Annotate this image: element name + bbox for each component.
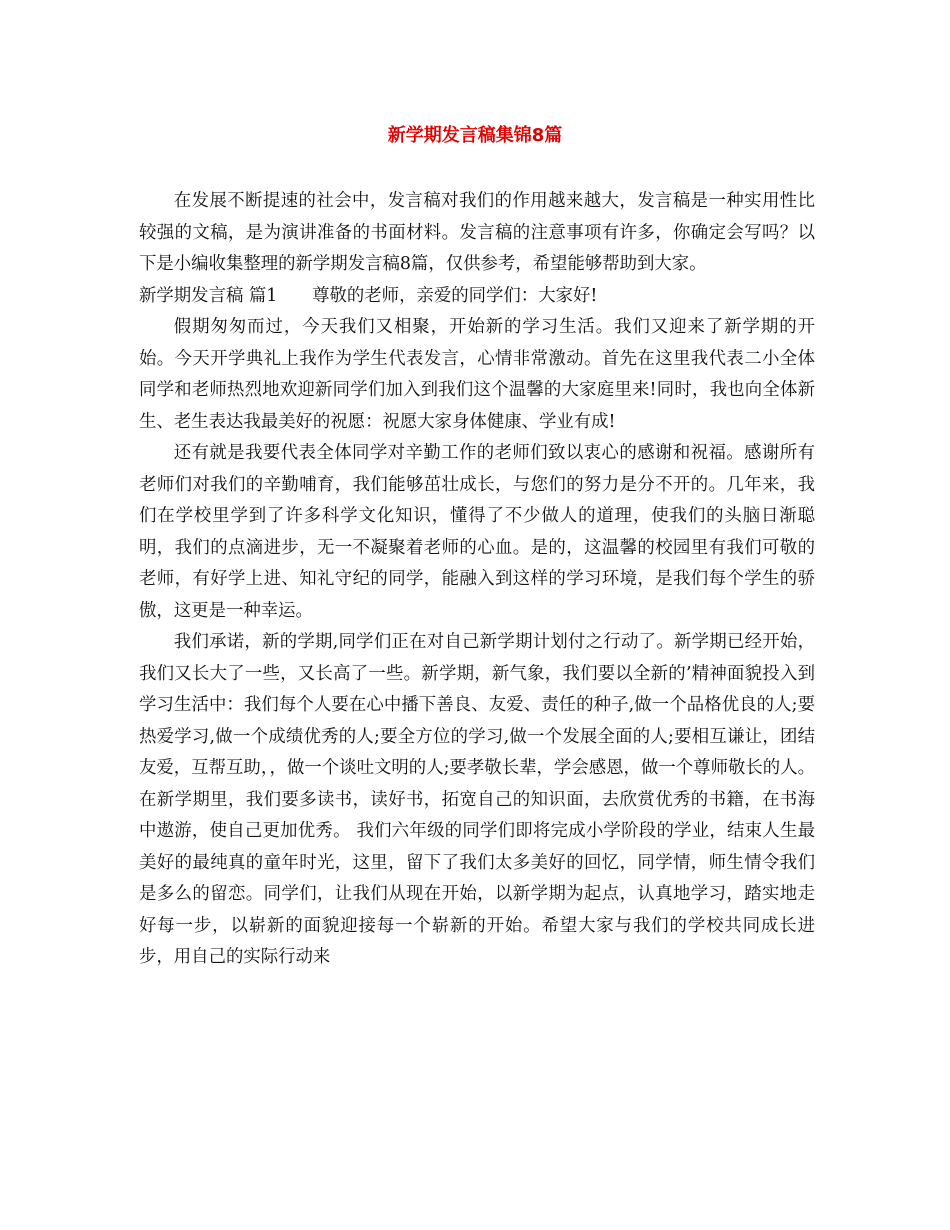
body-paragraph: 假期匆匆而过，今天我们又相聚，开始新的学习生活。我们又迎来了新学期的开始。今天开学典礼上我作为学生代表发言，心情非常激动。首先在这里我代表二小全体同学和老师热烈地欢迎新同学们加入到我们这个温馨的大家庭里来!同时，我也向全体新生、老生表达我最美好的祝愿：祝愿大家身体健康、学业有成! xyxy=(139,317,815,432)
document-body xyxy=(139,186,815,974)
body-paragraph: 还有就是我要代表全体同学对辛勤工作的老师们致以衷心的感谢和祝福。感谢所有老师们对我们的辛勤哺育，我们能够茁壮成长，与您们的努力是分不开的。几年来，我们在学校里学到了许多科学文化知识，懂得了不少做人的道理，使我们的头脑日渐聪明，我们的点滴进步，无一不凝聚着老师的心血。是的，这温馨的校园里有我们可敬的老师，有好学上进、知礼守纪的同学，能融入到这样的学习环境，是我们每个学生的骄傲，这更是一种幸运。 xyxy=(139,443,815,621)
body-paragraph: 我们承诺，新的学期,同学们正在对自己新学期计划付之行动了。新学期已经开始，我们又长大了一些，又长高了一些。新学期，新气象，我们要以全新的’精神面貌投入到学习生活中：我们每个人要在心中播下善良、友爱、责任的种子,做一个品格优良的人;要热爱学习,做一个成绩优秀的人;要全方位的学习,做一个发展全面的人;要相互谦让，团结友爱，互帮互助，，做一个谈吐文明的人;要孝敬长辈，学会感恩，做一个尊师敬长的人。在新学期里，我们要多读书，读好书，拓宽自己的知识面，去欣赏优秀的书籍，在书海中遨游，使自己更加优秀。 我们六年级的同学们即将完成小学阶段的学业，结束人生最美好的最纯真的童年时光，这里，留下了我们太多美好的回忆，同学情，师生情令我们是多么的留恋。同学们，让我们从现在开始，以新学期为起点，认真地学习，踏实地走好每一步，以崭新的面貌迎接每一个崭新的开始。希望大家与我们的学校共同成长进步，用自己的实际行动来 xyxy=(139,632,815,967)
document-title: 新学期发言稿集锦8篇 xyxy=(387,125,563,146)
section-heading-line: 新学期发言稿 篇1 尊敬的老师，亲爱的同学们：大家好! xyxy=(139,285,598,306)
intro-paragraph: 在发展不断提速的社会中，发言稿对我们的作用越来越大，发言稿是一种实用性比较强的文稿，是为演讲准备的书面材料。发言稿的注意事项有许多，你确定会写吗？以下是小编收集整理的新学期发言稿8篇，仅供参考，希望能够帮助到大家。 xyxy=(139,191,815,274)
